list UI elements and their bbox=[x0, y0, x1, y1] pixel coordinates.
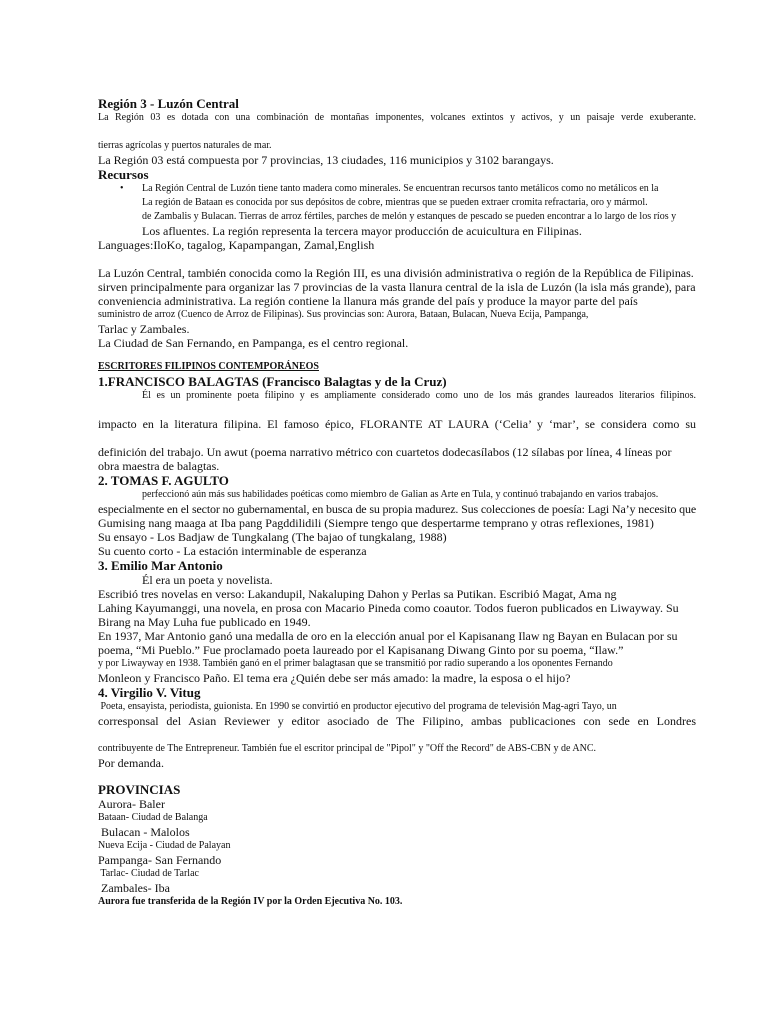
writer-3-line1: Él era un poeta y novelista. bbox=[142, 573, 273, 587]
writer-3-line4: Birang na May Luha fue publicado en 1949. bbox=[98, 615, 311, 629]
writer-2-line1: perfeccionó aún más sus habilidades poéticas como miembro de Galian as Arte en Tula, y continuó trabajando en varios trabajos. bbox=[142, 489, 659, 500]
luzon-p1: La Luzón Central, también conocida como la Región III, es una división administrativa o región de la República de Filipinas. bbox=[98, 266, 694, 280]
writer-4-name: 4. Virgilio V. Vitug bbox=[98, 685, 201, 700]
provincia-item: Zambales- Iba bbox=[98, 881, 170, 895]
writer-4-line2: corresponsal del Asian Reviewer y editor asociado de The Filipino, ambas publicaciones con sede en Londres bbox=[98, 714, 696, 728]
region-composition: La Región 03 está compuesta por 7 provincias, 13 ciudades, 116 municipios y 3102 barangays. bbox=[98, 153, 554, 167]
recursos-list bbox=[98, 182, 696, 196]
writer-2-line2: especialmente en el sector no gubernamental, en busca de su propia madurez. Sus colecciones de poesía: Lagi Na’y necesito que bbox=[98, 502, 697, 516]
writer-3-line8: Monleon y Francisco Paño. El tema era ¿Quién debe ser más amado: la madre, la esposa o el hijo? bbox=[98, 671, 571, 685]
writer-2-line5: Su cuento corto - La estación interminable de esperanza bbox=[98, 544, 367, 558]
writer-1-line2: impacto en la literatura filipina. El famoso épico, FLORANTE AT LAURA (‘Celia’ y ‘mar’, se considera como su bbox=[98, 417, 696, 431]
region-intro-line1: La Región 03 es dotada con una combinación de montañas imponentes, volcanes extintos y activos, y un paisaje verde exuberante. bbox=[98, 112, 696, 123]
recursos-line1: La Región Central de Luzón tiene tanto madera como minerales. Se encuentran recursos tanto metálicos como no metálicos en la bbox=[142, 183, 659, 194]
provincia-item: Bulacan - Malolos bbox=[98, 825, 190, 839]
region-title: Región 3 - Luzón Central bbox=[98, 96, 239, 111]
recursos-line2: La región de Bataan es conocida por sus depósitos de cobre, mientras que se pueden extraer cromita refractaria, oro y mármol. bbox=[142, 197, 648, 208]
writer-1-line3: definición del trabajo. Un awut (poema narrativo métrico con cuartetos dodecasílabos (12 sílabas por línea, 4 líneas por bbox=[98, 445, 672, 459]
languages-line: Languages:IloKo, tagalog, Kapampangan, Zamal,English bbox=[98, 238, 375, 252]
writer-1-line4: obra maestra de balagtas. bbox=[98, 459, 220, 473]
recursos-line3: de Zambalis y Bulacan. Tierras de arroz fértiles, parches de melón y estanques de pescado se pueden encontrar a lo largo de los ríos y bbox=[142, 211, 677, 222]
provincia-item: Pampanga- San Fernando bbox=[98, 853, 222, 867]
provincia-item: Tarlac- Ciudad de Tarlac bbox=[98, 868, 199, 879]
provincia-item: Aurora- Baler bbox=[98, 797, 165, 811]
spacer bbox=[98, 770, 696, 782]
spacer bbox=[98, 252, 696, 266]
writer-2-line4: Su ensayo - Los Badjaw de Tungkalang (The bajao of tungkalang, 1988) bbox=[98, 530, 447, 544]
recursos-heading: Recursos bbox=[98, 167, 149, 182]
recursos-line4: Los afluentes. La región representa la tercera mayor producción de acuicultura en Filipinas. bbox=[142, 224, 582, 238]
writer-1-line1: Él es un prominente poeta filipino y es ampliamente considerado como uno de los más grandes laureados literarios filipinos. bbox=[142, 390, 696, 401]
writer-1-name: 1.FRANCISCO BALAGTAS (Francisco Balagtas y de la Cruz) bbox=[98, 374, 447, 389]
spacer bbox=[98, 350, 696, 360]
provincia-item: Nueva Ecija - Ciudad de Palayan bbox=[98, 840, 231, 851]
writer-4-line3: contribuyente de The Entrepreneur. También fue el escritor principal de "Pipol" y "Off the Record" de ABS-CBN y de ANC. bbox=[98, 743, 597, 754]
escritores-heading: ESCRITORES FILIPINOS CONTEMPORÁNEOS bbox=[98, 361, 319, 372]
bullet-icon: • bbox=[120, 183, 124, 194]
provincias-note: Aurora fue transferida de la Región IV por la Orden Ejecutiva No. 103. bbox=[98, 896, 403, 907]
luzon-p3: conveniencia administrativa. La región contiene la llanura más grande del país y produce la mayor parte del país bbox=[98, 294, 638, 308]
region-intro-line2: tierras agrícolas y puertos naturales de mar. bbox=[98, 140, 272, 151]
luzon-p5: Tarlac y Zambales. bbox=[98, 322, 190, 336]
writer-3-line3: Lahing Kayumanggi, una novela, en prosa con Macario Pineda como coautor. Todos fueron publicados en Liwayway. Su bbox=[98, 601, 679, 615]
luzon-p2: sirven principalmente para organizar las 7 provincias de la vasta llanura central de la isla de Luzón (la isla más grande), para bbox=[98, 280, 696, 294]
writer-4-line1: Poeta, ensayista, periodista, guionista. En 1990 se convirtió en productor ejecutivo del programa de televisión Mag-agri Tayo, un bbox=[98, 701, 617, 712]
writer-2-name: 2. TOMAS F. AGULTO bbox=[98, 473, 229, 488]
recursos-item bbox=[98, 182, 696, 196]
luzon-p6: La Ciudad de San Fernando, en Pampanga, es el centro regional. bbox=[98, 336, 409, 350]
writer-4-line4: Por demanda. bbox=[98, 756, 164, 770]
writer-3-name: 3. Emilio Mar Antonio bbox=[98, 558, 223, 573]
writer-3-line7: y por Liwayway en 1938. También ganó en el primer balagtasan que se transmitió por radio superando a los oponentes Fernando bbox=[98, 658, 613, 669]
writer-3-line2: Escribió tres novelas en verso: Lakandupil, Nakaluping Dahon y Perlas sa Putikan. Escribió Magat, Ama ng bbox=[98, 587, 617, 601]
document-body bbox=[98, 96, 696, 909]
provincias-heading: PROVINCIAS bbox=[98, 782, 181, 797]
writer-2-line3: Gumising nang maaga at Iba pang Pagddilidili (Siempre tengo que despertarme temprano y otras reflexiones, 1981) bbox=[98, 516, 654, 530]
writer-3-line6: poema, “Mi Pueblo.” Fue proclamado poeta laureado por el Kapisanang Diwang Ginto por su poema, “Ilaw.” bbox=[98, 643, 624, 657]
luzon-p4: suministro de arroz (Cuenco de Arroz de Filipinas). Sus provincias son: Aurora, Bataan, Bulacan, Nueva Ecija, Pampanga, bbox=[98, 309, 589, 320]
writer-3-line5: En 1937, Mar Antonio ganó una medalla de oro en la elección anual por el Kapisanang Ilaw ng Bayan en Bulacan por su bbox=[98, 629, 678, 643]
provincia-item: Bataan- Ciudad de Balanga bbox=[98, 812, 208, 823]
